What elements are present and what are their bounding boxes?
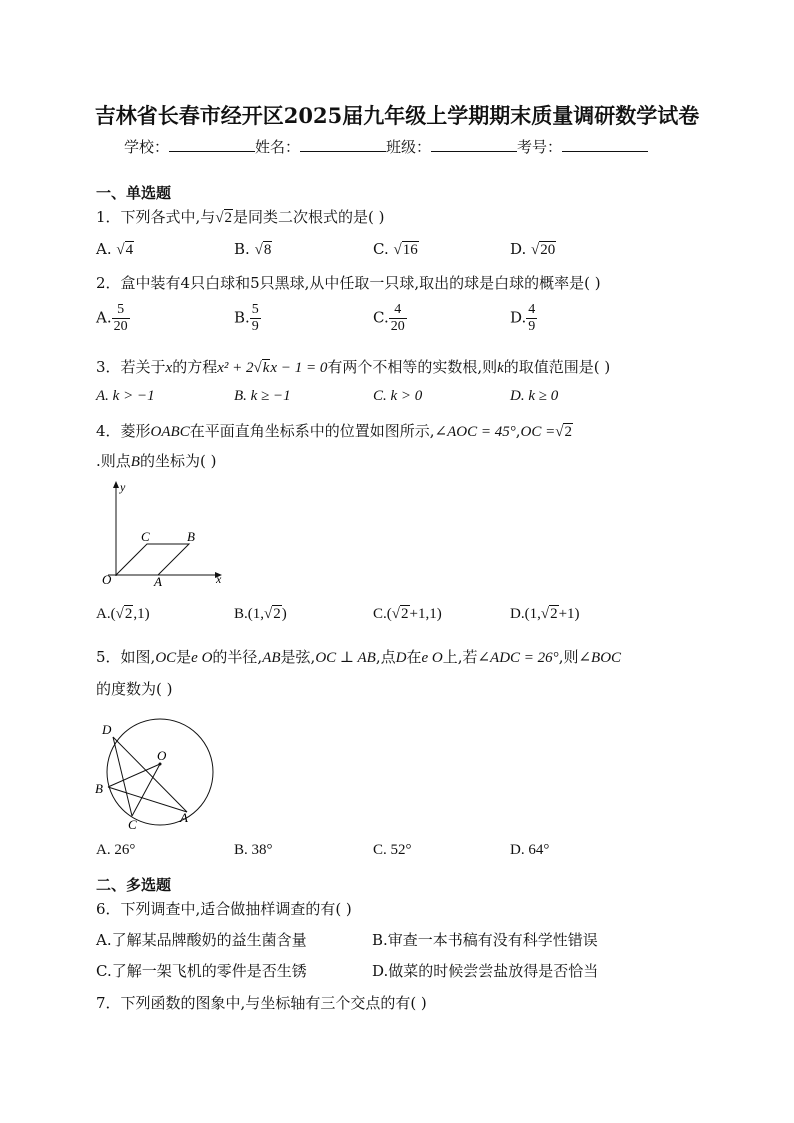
q4-c-sqrt: √2 [391, 606, 409, 622]
q4-sqrt: √2 [555, 424, 572, 440]
q4-line2-b: 的坐标为( ) [139, 452, 217, 470]
exam-title: 吉林省长春市经开区2025届九年级上学期期末质量调研数学试卷 [94, 103, 700, 128]
q4-text-pre: 4．菱形 [96, 422, 151, 440]
q4-d-sqrt: √2 [540, 606, 558, 622]
q4-b-radicand: 2 [273, 606, 281, 622]
label-b: B [95, 781, 103, 796]
label-x: x [216, 572, 222, 586]
q5-t5: 在 [406, 648, 422, 666]
q4-c-radicand: 2 [401, 606, 409, 622]
q5-d: D [395, 650, 407, 666]
q3-option-d[interactable]: D. k ≥ 0 [510, 388, 559, 404]
school-blank[interactable] [169, 137, 255, 152]
q2-b-numerator: 5 [251, 302, 259, 317]
q2-d-numerator: 4 [528, 302, 536, 317]
q4-b-sqrt: √2 [264, 606, 281, 622]
segment-bo [108, 764, 160, 787]
q4-b-label: B. [234, 606, 248, 622]
class-label: 班级： [386, 138, 432, 156]
q5-oc: OC [155, 650, 177, 666]
q1-a-sqrt: √4 [116, 242, 134, 258]
q5-t4: ,点 [375, 648, 396, 666]
number-blank[interactable] [562, 137, 648, 152]
q4-option-b[interactable] [234, 606, 287, 623]
q2-c-denominator: 20 [390, 319, 405, 334]
question-2: 2．盒中装有4只白球和5只黑球,从中任取一只球,取出的球是白球的概率是( ) [96, 274, 601, 292]
q3-text-post1: 有两个不相等的实数根,则 [327, 358, 498, 376]
school-label: 学校： [124, 138, 170, 156]
q5-ab: AB [262, 650, 281, 666]
q5-t6: 上,若 [442, 648, 478, 666]
q2-b-fraction [250, 302, 261, 335]
q1-b-sqrt: √8 [254, 242, 272, 258]
q2-c-fraction [389, 302, 407, 335]
label-b: B [187, 529, 195, 544]
q5-t2: 的半径, [212, 648, 263, 666]
q4-b-post: ) [281, 606, 287, 622]
q3-eq-radicand: k [262, 360, 270, 376]
q6-option-d[interactable]: D.做菜的时候尝尝盐放得是否恰当 [372, 962, 599, 980]
label-o: O [157, 748, 167, 763]
q2-d-denominator: 9 [528, 319, 536, 334]
label-c: C [128, 817, 137, 830]
q1-option-c[interactable] [373, 240, 419, 259]
q4-d-pre: (1, [524, 606, 541, 622]
q1-b-label: B. [234, 240, 250, 258]
q4-line2-a: .则点 [96, 452, 131, 470]
q4-angle: ∠AOC = 45° [434, 424, 516, 440]
q4-option-d[interactable] [510, 606, 580, 623]
q6-option-a[interactable]: A.了解某品牌酸奶的益生菌含量 [96, 931, 307, 949]
q2-option-b[interactable] [234, 302, 261, 335]
q3-var-k: k [497, 360, 504, 376]
q4-c-post: +1,1) [409, 606, 442, 622]
q3-eq-a: x² + 2 [217, 360, 254, 376]
q1-b-radicand: 8 [263, 242, 272, 258]
q2-d-label: D. [510, 308, 527, 327]
label-a: A [180, 810, 188, 825]
q4-text-mid: 在平面直角坐标系中的位置如图所示, [189, 422, 435, 440]
q4-b-pre: (1, [247, 606, 265, 622]
y-axis-arrow [113, 481, 119, 488]
q2-a-label: A. [96, 308, 112, 327]
q5-perp: OC ⊥ AB [315, 650, 376, 666]
q3-var-x: x [165, 360, 173, 376]
q2-b-label: B. [234, 308, 250, 327]
question-1 [96, 206, 385, 227]
q2-a-denominator: 20 [113, 319, 128, 334]
segment-dc [113, 737, 132, 816]
q2-option-c[interactable] [373, 302, 407, 335]
q5-option-a[interactable]: A. 26° [96, 842, 136, 858]
q5-circle-2: e O [421, 650, 443, 666]
q3-text-mid: 的方程 [172, 358, 218, 376]
question-3 [96, 356, 610, 377]
question-5-line2: 的度数为( ) [96, 680, 173, 698]
q5-t3: 是弦, [280, 648, 316, 666]
q3-option-c[interactable]: C. k > 0 [373, 388, 423, 404]
q1-c-radicand: 16 [402, 242, 418, 258]
q6-option-b[interactable]: B.审查一本书稿有没有科学性错误 [372, 931, 598, 949]
q5-t7: ,则 [558, 648, 579, 666]
section-single-choice: 一、单选题 [96, 184, 172, 202]
info-line [124, 136, 648, 157]
segment-oc [132, 764, 160, 816]
rhombus-oabc [116, 544, 189, 575]
q1-a-label: A. [96, 240, 112, 258]
q2-d-fraction [526, 302, 537, 335]
name-blank[interactable] [300, 137, 386, 152]
q5-circle: e O [191, 650, 213, 666]
q3-text-pre: 3．若关于 [96, 358, 166, 376]
q3-option-a[interactable]: A. k > −1 [96, 388, 155, 404]
question-5 [96, 646, 621, 667]
label-a: A [154, 574, 162, 588]
q2-c-label: C. [373, 308, 389, 327]
q4-a-radicand: 2 [124, 606, 133, 622]
q4-a-pre: ( [110, 606, 116, 622]
q1-c-sqrt: √16 [393, 242, 418, 258]
q3-text-post2: 的取值范围是( ) [503, 358, 611, 376]
q4-c-label: C. [373, 606, 387, 622]
section-multi-choice: 二、多选题 [96, 876, 172, 894]
q2-a-fraction [112, 302, 130, 335]
q4-figure [96, 478, 236, 588]
q5-figure [92, 712, 220, 830]
q2-b-denominator: 9 [251, 319, 259, 334]
question-4-line2 [96, 450, 216, 471]
q3-option-b[interactable]: B. k ≥ −1 [234, 388, 291, 404]
q4-a-post: ,1) [133, 606, 150, 622]
q4-d-label: D. [510, 606, 525, 622]
question-6: 6．下列调查中,适合做抽样调查的有( ) [96, 900, 352, 918]
q5-pre: 5．如图, [96, 648, 156, 666]
q5-option-c[interactable]: C. 52° [373, 842, 412, 858]
q5-boc: ∠BOC [578, 650, 622, 666]
label-d: D [102, 722, 112, 737]
q2-option-d[interactable] [510, 302, 537, 335]
q1-sqrt: √2 [215, 210, 233, 226]
q4-point-b: B [130, 454, 140, 470]
q2-c-numerator: 4 [389, 302, 407, 319]
q6-option-c[interactable]: C.了解一架飞机的零件是否生锈 [96, 962, 307, 980]
q4-option-c[interactable] [373, 606, 442, 623]
class-blank[interactable] [431, 137, 517, 152]
label-y: y [120, 480, 126, 494]
q5-option-b[interactable]: B. 38° [234, 842, 273, 858]
q4-d-post: +1) [558, 606, 580, 622]
q1-d-sqrt: √20 [531, 242, 556, 258]
circle-o [107, 719, 213, 825]
q1-option-b[interactable] [234, 240, 272, 259]
q4-a-label: A. [96, 606, 111, 622]
q1-option-a[interactable] [96, 240, 134, 259]
q4-d-radicand: 2 [550, 606, 558, 622]
q1-option-d[interactable] [510, 240, 556, 259]
label-o: O [102, 572, 112, 587]
q2-option-a[interactable] [96, 302, 130, 335]
q4-option-a[interactable] [96, 606, 150, 623]
q1-c-label: C. [373, 240, 389, 258]
q4-c-pre: ( [386, 606, 392, 622]
q1-text-post: 是同类二次根式的是( ) [233, 208, 385, 226]
q2-a-numerator: 5 [112, 302, 130, 319]
q1-d-radicand: 20 [540, 242, 556, 258]
q3-eq-b: x − 1 = 0 [270, 360, 328, 376]
q4-shape: OABC [150, 424, 190, 440]
q5-t1: 是 [176, 648, 192, 666]
label-c: C [141, 529, 150, 544]
q1-a-radicand: 4 [125, 242, 134, 258]
q4-a-sqrt: √2 [115, 606, 133, 622]
q5-adc: ∠ADC = 26° [477, 650, 559, 666]
question-4 [96, 420, 573, 441]
q3-eq-sqrt: √k [253, 360, 270, 376]
number-label: 考号： [517, 138, 563, 156]
q4-radicand: 2 [564, 424, 572, 440]
q5-option-d[interactable]: D. 64° [510, 842, 550, 858]
q4-oc: OC = [520, 424, 556, 440]
q4-sep: , [515, 422, 521, 440]
name-label: 姓名： [255, 138, 301, 156]
q1-text-pre: 1．下列各式中,与 [96, 208, 216, 226]
q1-radicand: 2 [224, 210, 233, 226]
q1-d-label: D. [510, 240, 527, 258]
question-7: 7．下列函数的图象中,与坐标轴有三个交点的有( ) [96, 994, 427, 1012]
